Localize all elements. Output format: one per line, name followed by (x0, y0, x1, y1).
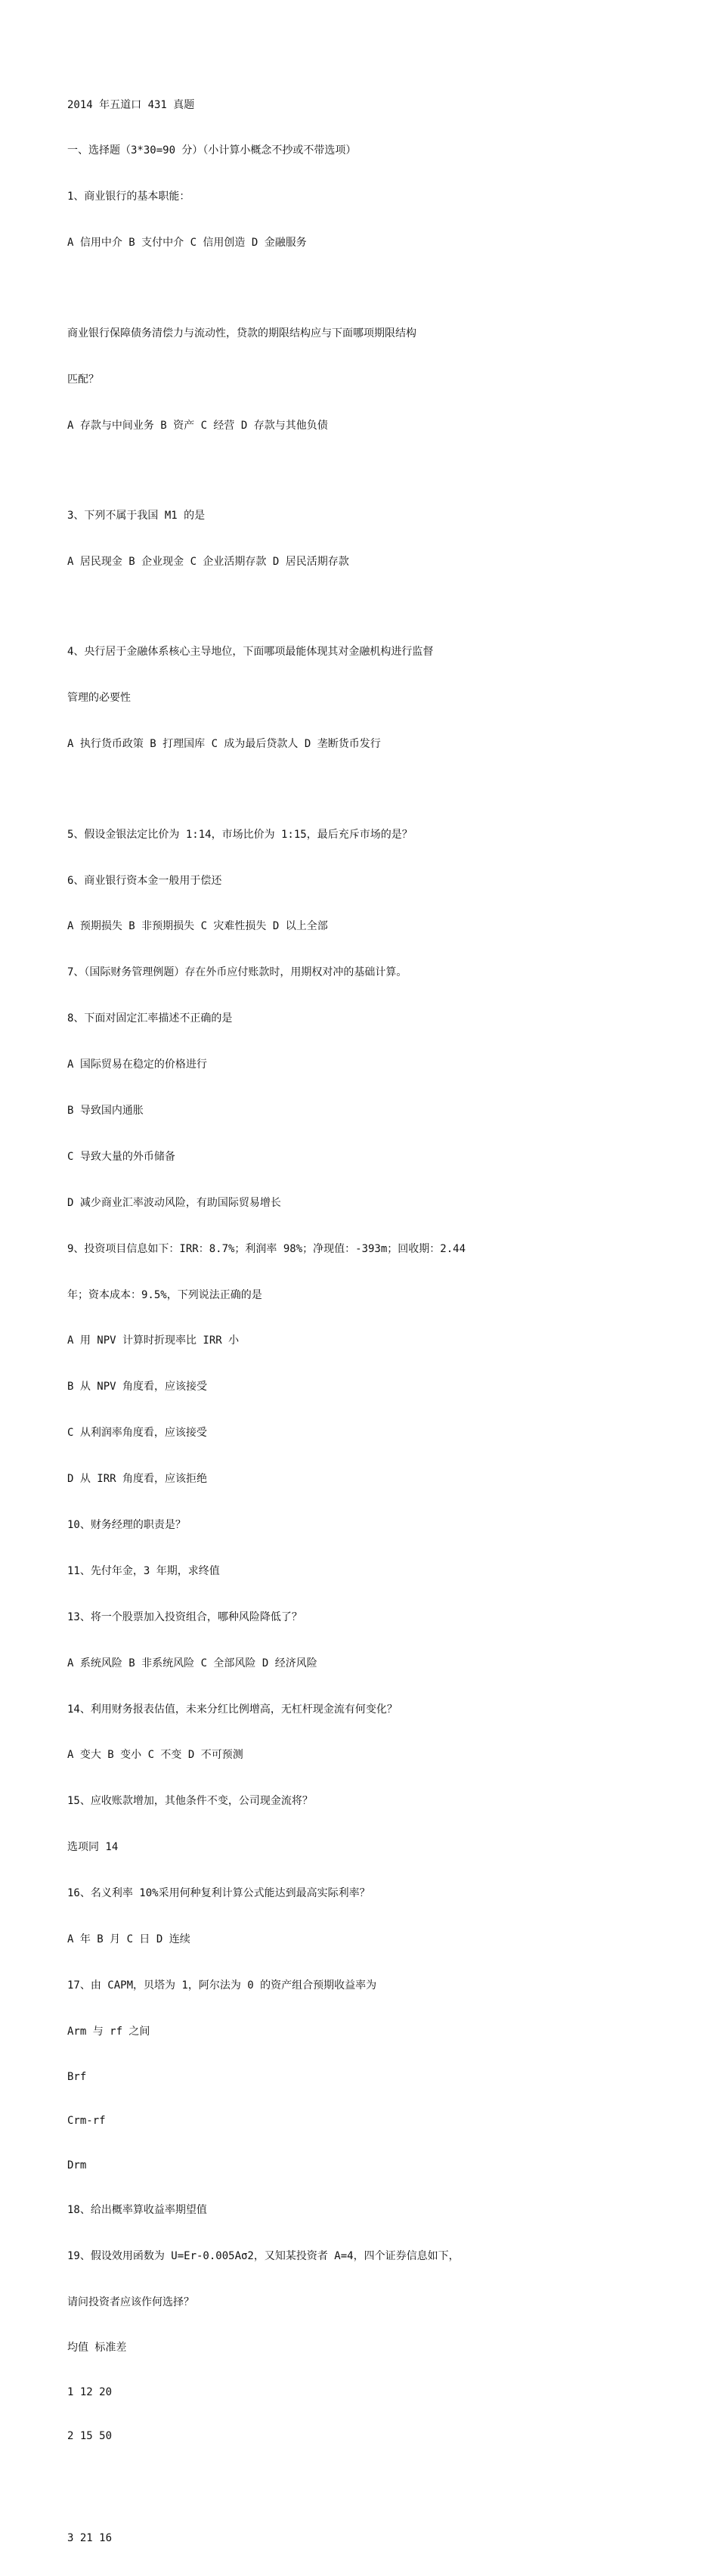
blank-line (67, 783, 657, 796)
table-row: 3 21 16 (67, 2531, 113, 2544)
question-5: 5、假设金银法定比价为 1:14，市场比价为 1:15，最后充斥市场的是？ (67, 828, 413, 841)
options-16: A 年 B 月 C 日 D 连续 (67, 1933, 190, 1946)
blank-line (67, 463, 657, 477)
option-8c: C 导致大量的外币储备 (67, 1150, 175, 1163)
options-1: A 信用中介 B 支付中介 C 信用创造 D 金融服务 (67, 237, 307, 250)
option-17c: Crm-rf (67, 2115, 106, 2128)
question-15: 15、应收账款增加，其他条件不变，公司现金流将？ (67, 1795, 313, 1808)
option-17a: Arm 与 rf 之间 (67, 2025, 150, 2038)
options-2: A 存款与中间业务 B 资产 C 经营 D 存款与其他负债 (67, 419, 328, 432)
question-8: 8、下面对固定汇率描述不正确的是 (67, 1012, 233, 1025)
options-4: A 执行货币政策 B 打理国库 C 成为最后贷款人 D 垄断货币发行 (67, 738, 381, 751)
question-13: 13、将一个股票加入投资组合，哪种风险降低了？ (67, 1610, 302, 1623)
question-2: 商业银行保障债务清偿力与流动性，贷款的期限结构应与下面哪项期限结构 (67, 327, 416, 339)
option-17b: Brf (67, 2070, 87, 2083)
option-17d: Drm (67, 2159, 87, 2171)
options-6: A 预期损失 B 非预期损失 C 灾难性损失 D 以上全部 (67, 920, 328, 933)
question-18: 18、给出概率算收益率期望值 (67, 2204, 207, 2217)
question-11: 11、先付年金，3 年期，求终值 (67, 1564, 220, 1577)
option-9c: C 从利润率角度看，应该接受 (67, 1427, 207, 1440)
option-8d: D 减少商业汇率波动风险，有助国际贸易增长 (67, 1196, 281, 1209)
question-6: 6、商业银行资本金一般用于偿还 (67, 874, 222, 887)
question-16: 16、名义利率 10%采用何种复利计算公式能达到最高实际利率？ (67, 1887, 370, 1900)
option-8b: B 导致国内通胀 (67, 1105, 144, 1117)
options-13: A 系统风险 B 非系统风险 C 全部风险 D 经济风险 (67, 1657, 317, 1669)
doc-title: 2014 年五道口 431 真题 (67, 98, 195, 111)
options-3: A 居民现金 B 企业现金 C 企业活期存款 D 居民活期存款 (67, 555, 349, 568)
option-9b: B 从 NPV 角度看，应该接受 (67, 1381, 208, 1393)
blank-line (67, 2474, 657, 2500)
question-10: 10、财务经理的职责是？ (67, 1519, 186, 1532)
question-3: 3、下列不属于我国 M1 的是 (67, 510, 206, 522)
question-4-cont: 管理的必要性 (67, 692, 131, 705)
question-17: 17、由 CAPM，贝塔为 1，阿尔法为 0 的资产组合预期收益率为 (67, 1979, 377, 1992)
table-header: 均值 标准差 (67, 2342, 127, 2354)
options-14: A 变大 B 变小 C 不变 D 不可预测 (67, 1749, 243, 1762)
option-8a: A 国际贸易在稳定的价格进行 (67, 1059, 207, 1071)
question-14: 14、利用财务报表估值，未来分红比例增高，无杠杆现金流有何变化？ (67, 1703, 398, 1716)
table-row: 1 12 20 (67, 2385, 113, 2398)
question-9: 9、投资项目信息如下：IRR：8.7%；利润率 98%；净现值：-393m；回收期：2.44 (67, 1242, 466, 1255)
question-19: 19、假设效用函数为 U=Er-0.005Aσ2，又知某投资者 A=4，四个证券信息如下， (67, 2250, 460, 2263)
question-19-cont: 请问投资者应该作何选择？ (67, 2296, 194, 2309)
blank-line (67, 600, 657, 614)
blank-line (67, 281, 657, 295)
table-row: 2 15 50 (67, 2430, 113, 2443)
question-2-cont: 匹配？ (67, 373, 99, 386)
question-1: 1、商业银行的基本职能： (67, 191, 190, 203)
option-9a: A 用 NPV 计算时折现率比 IRR 小 (67, 1334, 240, 1347)
question-4: 4、央行居于金融体系核心主导地位，下面哪项最能体现其对金融机构进行监督 (67, 646, 434, 659)
document-body (67, 67, 657, 2576)
question-9-cont: 年；资本成本：9.5%，下列说法正确的是 (67, 1288, 262, 1301)
section-heading: 一、选择题（3*30=90 分）（小计算小概念不抄或不带选项） (67, 144, 357, 157)
option-9d: D 从 IRR 角度看，应该拒绝 (67, 1473, 208, 1486)
question-7: 7、（国际财务管理例题）存在外币应付账款时，用期权对冲的基础计算。 (67, 966, 407, 979)
options-15: 选项同 14 (67, 1841, 119, 1854)
